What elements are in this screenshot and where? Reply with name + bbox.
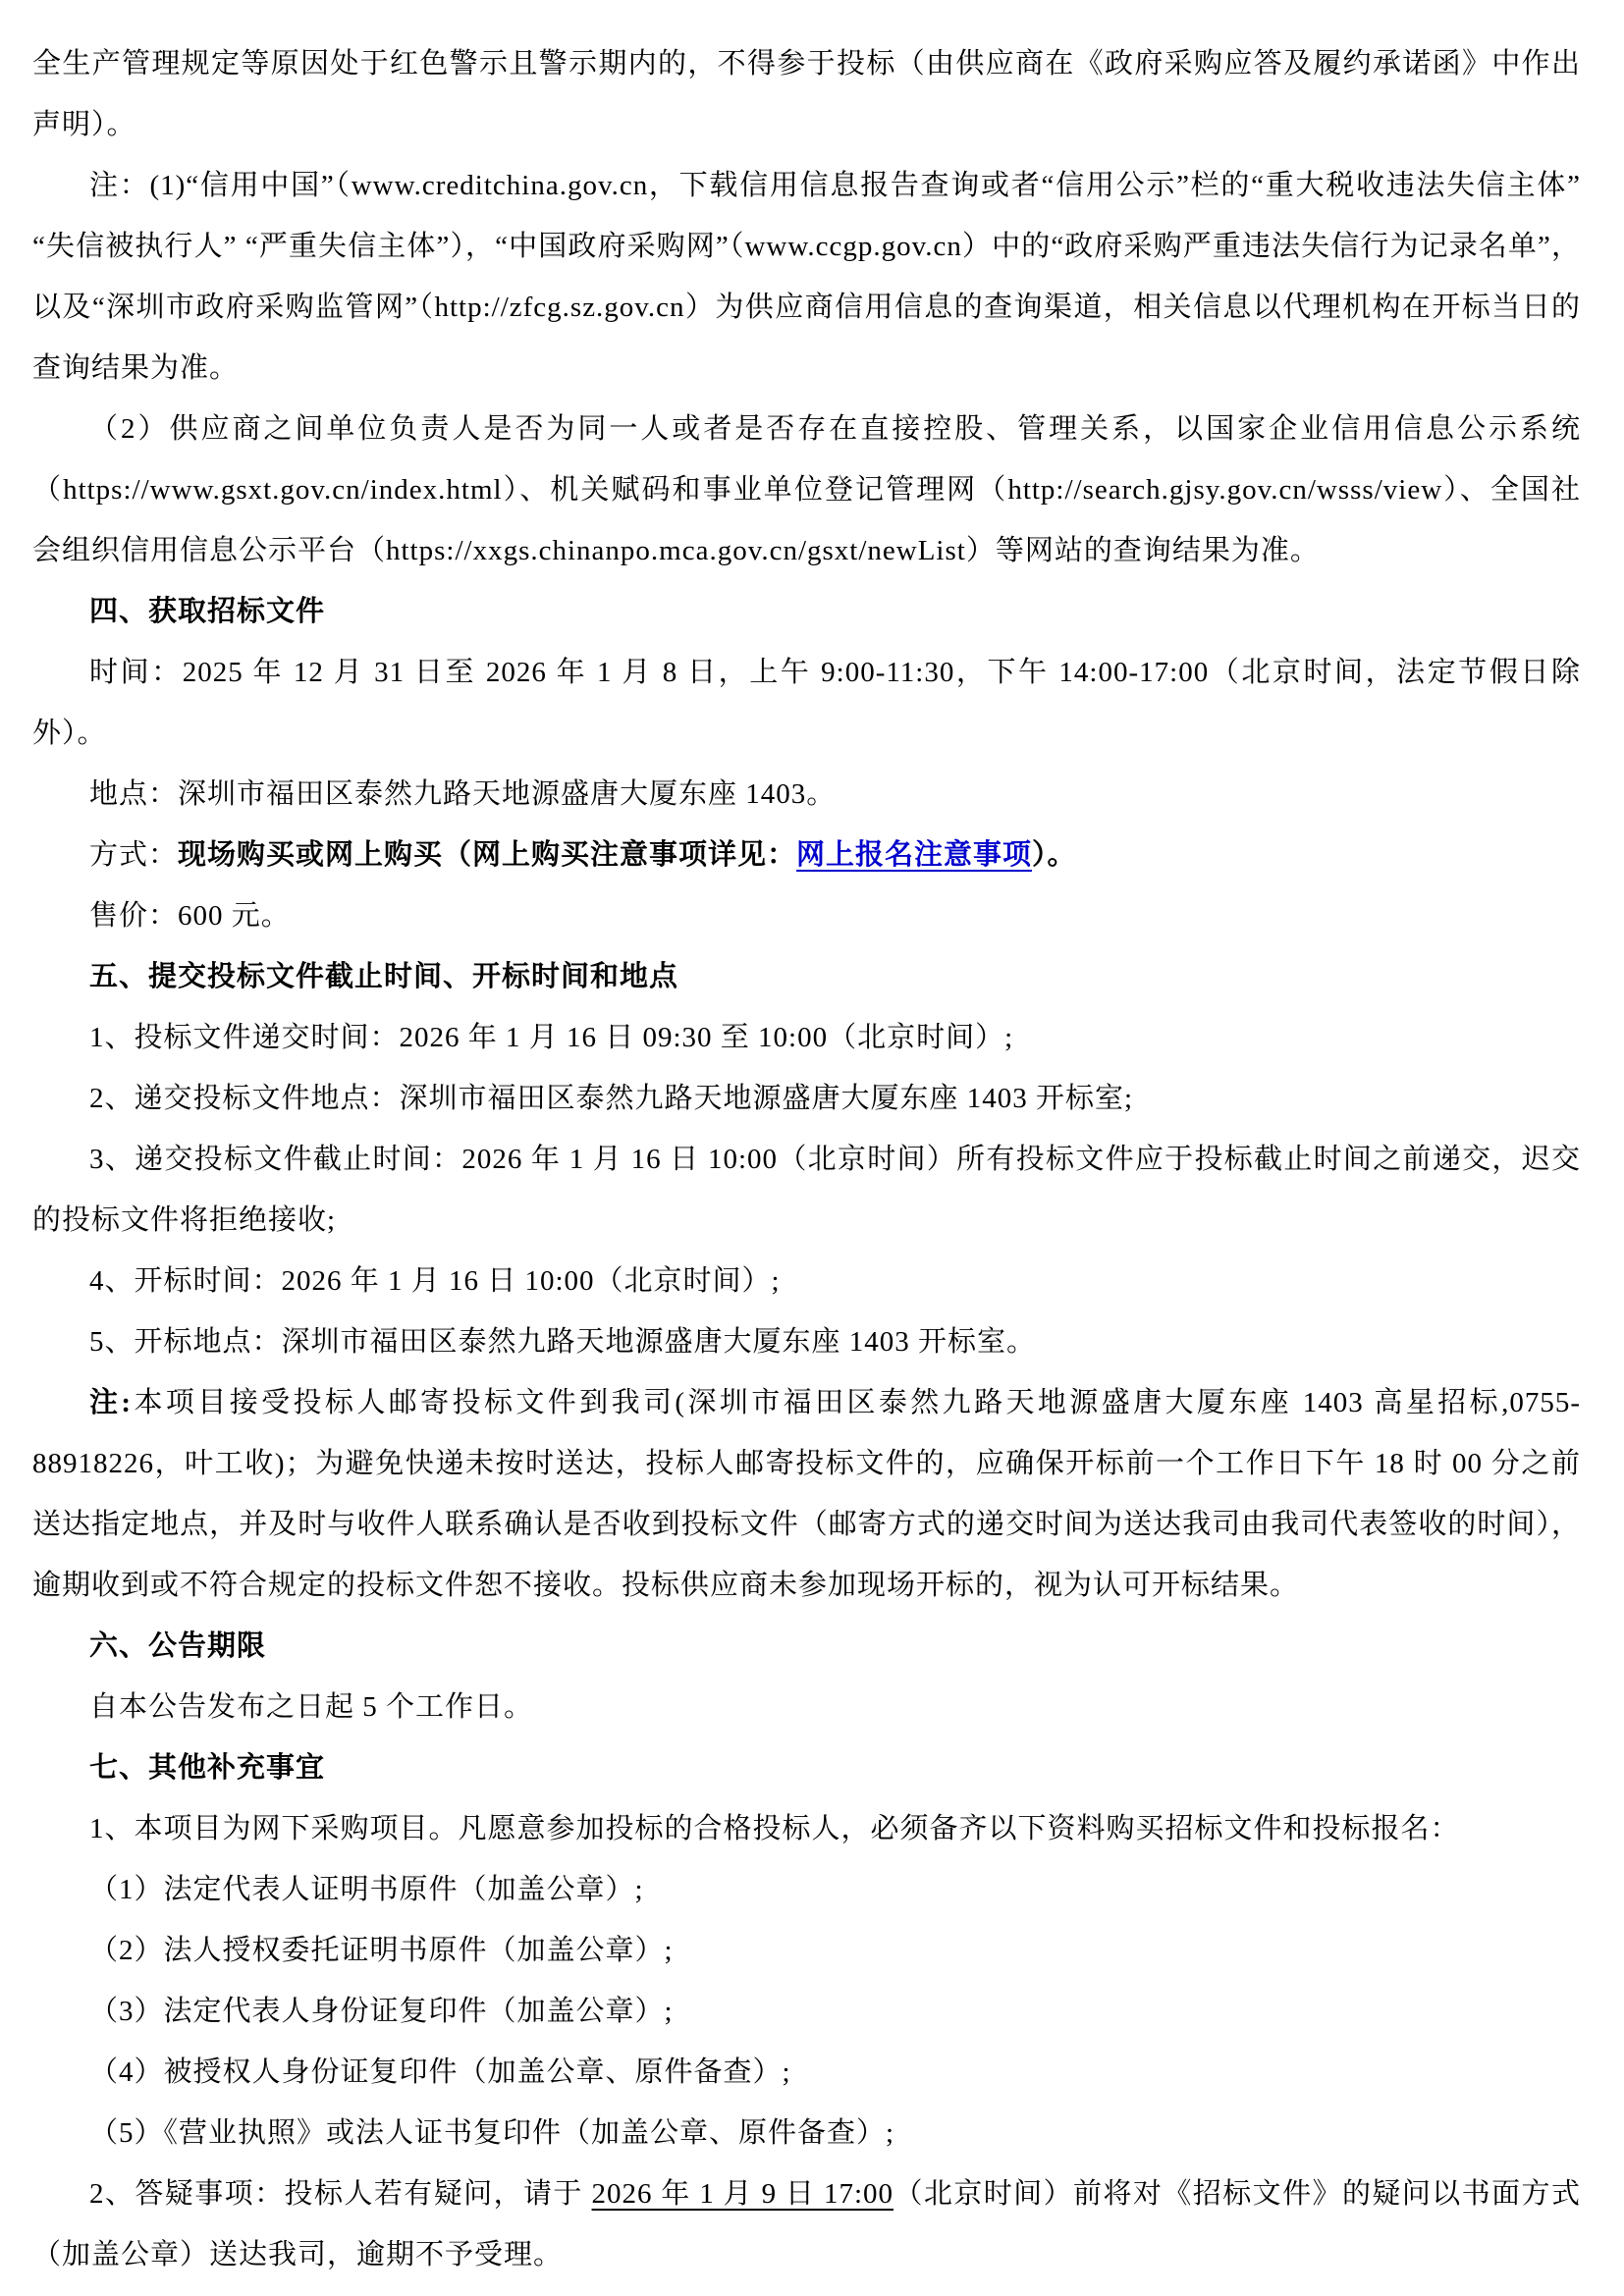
document-content xyxy=(32,33,1581,2285)
text-run: （5）《营业执照》或法人证书复印件（加盖公章、原件备查）; xyxy=(89,2117,895,2149)
text-run: 3、递交投标文件截止时间：2026 年 1 月 16 日 10:00（北京时间）所有投标文件应于投标截止时间之前递交，迟交的投标文件将拒绝接收; xyxy=(32,1144,1581,1236)
para-announcement-period xyxy=(32,1677,1581,1737)
para-obtain-time xyxy=(32,642,1581,764)
para-7-1-item-4 xyxy=(32,2042,1581,2103)
text-run: 2、递交投标文件地点：深圳市福田区泰然九路天地源盛唐大厦东座 1403 开标室; xyxy=(89,1083,1134,1114)
text-run: 1、投标文件递交时间：2026 年 1 月 16 日 09:30 至 10:00（北京时间）; xyxy=(89,1022,1014,1053)
text-run: （3）法定代表人身份证复印件（加盖公章）; xyxy=(89,1996,674,2027)
text-run: 时间：2025 年 12 月 31 日至 2026 年 1 月 8 日，上午 9:00-11:30，下午 14:00-17:00（北京时间，法定节假日除外）。 xyxy=(32,657,1581,749)
text-run: 4、开标时间：2026 年 1 月 16 日 10:00（北京时间）; xyxy=(89,1265,781,1297)
para-obtain-method xyxy=(32,825,1581,885)
para-5-4-opening-time xyxy=(32,1251,1581,1311)
para-mailing-note xyxy=(32,1372,1581,1616)
text-run: 5、开标地点：深圳市福田区泰然九路天地源盛唐大厦东座 1403 开标室。 xyxy=(89,1326,1037,1358)
heading-section-6-announcement-period xyxy=(32,1616,1581,1677)
text-run: 注: xyxy=(89,1387,133,1418)
online-registration-notes-link[interactable]: 网上报名注意事项 xyxy=(796,839,1033,871)
text-run: 本项目接受投标人邮寄投标文件到我司(深圳市福田区泰然九路天地源盛唐大厦东座 1403 高星招标,0755-88918226，叶工收)；为避免快递未按时送达，投标人邮寄投标文件的，应确保开标前一个工作日下午 18 时 00 分之前送达指定地点，并及时与收件人联系确认是否收到投标文件（邮寄方式的递交时间为送达我司由我司代表签收的时间），逾期收到或不符合规定的投标文件恕不接收。投标供应商未参加现场开标的，视为认可开标结果。 xyxy=(32,1387,1581,1601)
text-run: 四、获取招标文件 xyxy=(89,596,326,627)
text-run: （2）供应商之间单位负责人是否为同一人或者是否存在直接控股、管理关系，以国家企业信用信息公示系统（https://www.gsxt.gov.cn/index.html）、机关赋码和事业单位登记管理网（http://search.gjsy.gov.cn/wsss/view）、全国社会组织信用信息公示平台（https://xxgs.chinanpo.mca.gov.cn/gsxt/newList）等网站的查询结果为准。 xyxy=(32,413,1581,566)
para-5-5-opening-place xyxy=(32,1311,1581,1372)
text-run: 七、其他补充事宜 xyxy=(89,1752,326,1784)
text-run: 现场购买或网上购买（网上购买注意事项详见： xyxy=(178,839,797,871)
text-run: 1、本项目为网下采购项目。凡愿意参加投标的合格投标人，必须备齐以下资料购买招标文件和投标报名： xyxy=(89,1813,1460,1844)
para-note-1-credit-websites xyxy=(32,155,1581,399)
para-obtain-location xyxy=(32,764,1581,825)
text-run: 六、公告期限 xyxy=(89,1630,267,1662)
para-5-2-submission-place xyxy=(32,1068,1581,1129)
para-7-1-offline-procurement xyxy=(32,1798,1581,1859)
para-7-1-item-1 xyxy=(32,1859,1581,1920)
para-note-2-same-person-check xyxy=(32,399,1581,581)
para-7-2-question-deadline xyxy=(32,2163,1581,2285)
para-5-3-submission-deadline xyxy=(32,1129,1581,1251)
text-run: ）。 xyxy=(1032,839,1077,871)
para-7-1-item-5 xyxy=(32,2103,1581,2163)
text-run: 2、答疑事项：投标人若有疑问，请于 xyxy=(89,2178,592,2210)
text-run: 自本公告发布之日起 5 个工作日。 xyxy=(89,1691,534,1723)
para-7-1-item-3 xyxy=(32,1981,1581,2042)
text-run: 五、提交投标文件截止时间、开标时间和地点 xyxy=(89,961,679,992)
question-deadline-date: 2026 年 1 月 9 日 17:00 xyxy=(591,2178,894,2210)
text-run: （2）法人授权委托证明书原件（加盖公章）; xyxy=(89,1935,674,1966)
heading-section-5-deadline-opening xyxy=(32,946,1581,1007)
text-run: 注：(1)“信用中国”（www.creditchina.gov.cn，下载信用信息报告查询或者“信用公示”栏的“重大税收违法失信主体” “失信被执行人” “严重失信主体”），“中国政府采购网”（www.ccgp.gov.cn）中的“政府采购严重违法失信行为记录名单”，以及“深圳市政府采购监管网”（http://zfcg.sz.gov.cn）为供应商信用信息的查询渠道，相关信息以代理机构在开标当日的查询结果为准。 xyxy=(32,170,1581,384)
text-run: 方式： xyxy=(89,839,179,871)
text-run: 地点：深圳市福田区泰然九路天地源盛唐大厦东座 1403。 xyxy=(89,778,837,810)
text-run: （北京时间）前将对《招标文件》的疑问以书面方式（加盖公章）送达我司，逾期不予受理。 xyxy=(32,2178,1581,2270)
para-price xyxy=(32,885,1581,946)
heading-section-4-obtain-documents xyxy=(32,581,1581,642)
text-run: （1）法定代表人证明书原件（加盖公章）; xyxy=(89,1874,644,1905)
text-run: 售价：600 元。 xyxy=(89,900,291,932)
text-run: 全生产管理规定等原因处于红色警示且警示期内的，不得参于投标（由供应商在《政府采购应答及履约承诺函》中作出声明）。 xyxy=(32,48,1581,140)
para-7-1-item-2 xyxy=(32,1920,1581,1981)
para-red-warning-continuation xyxy=(32,33,1581,155)
text-run: （4）被授权人身份证复印件（加盖公章、原件备查）; xyxy=(89,2056,791,2088)
heading-section-7-other-matters xyxy=(32,1737,1581,1798)
para-5-1-submission-time xyxy=(32,1007,1581,1068)
